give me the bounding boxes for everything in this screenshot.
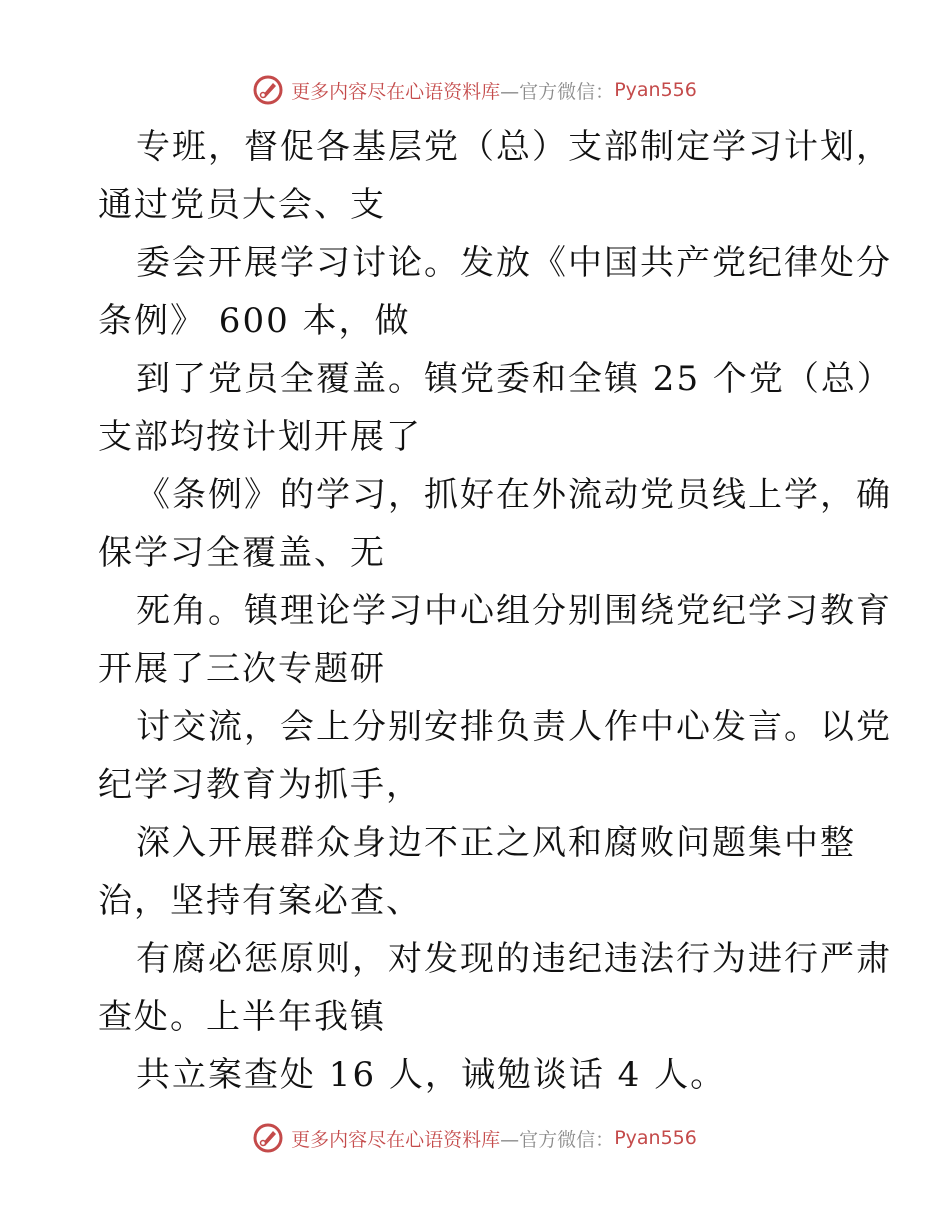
text-line: 共立案查处 16 人，诫勉谈话 4 人。 [136,1055,727,1095]
text-line: 讨交流，会上分别安排负责人作中心发言。以党 [136,707,892,747]
banner-text: 更多内容尽在心语资料库 [291,1128,501,1151]
text-line: 专班，督促各基层党（总）支部制定学习计划， [136,127,892,167]
text-line: 委会开展学习讨论。发放《中国共产党纪律处分 [136,243,892,283]
logo-icon [253,75,283,105]
banner-separator: —官方微信： [500,80,615,103]
banner-account: Pyan556 [614,79,697,101]
text-line: 《条例》的学习，抓好在外流动党员线上学，确 [136,475,892,515]
text-line: 支部均按计划开展了 [98,417,422,457]
footer-banner [0,1118,950,1158]
text-line: 死角。镇理论学习中心组分别围绕党纪学习教育 [136,591,892,631]
text-line: 到了党员全覆盖。镇党委和全镇 25 个党（总） [136,359,893,399]
banner-separator: —官方微信： [500,1128,615,1151]
banner-account: Pyan556 [614,1127,697,1149]
text-line: 纪学习教育为抓手， [98,765,422,805]
text-line: 开展了三次专题研 [98,649,386,689]
header-banner [0,70,950,110]
document-body [98,118,893,1104]
text-line: 深入开展群众身边不正之风和腐败问题集中整 [136,823,856,863]
text-line: 保学习全覆盖、无 [98,533,386,573]
text-line: 通过党员大会、支 [98,185,386,225]
text-line: 查处。上半年我镇 [98,997,386,1037]
logo-icon [253,1123,283,1153]
text-line: 条例》 600 本，做 [98,301,411,341]
text-line: 治，坚持有案必查、 [98,881,422,921]
banner-text: 更多内容尽在心语资料库 [291,80,501,103]
text-line: 有腐必惩原则，对发现的违纪违法行为进行严肃 [136,939,892,979]
